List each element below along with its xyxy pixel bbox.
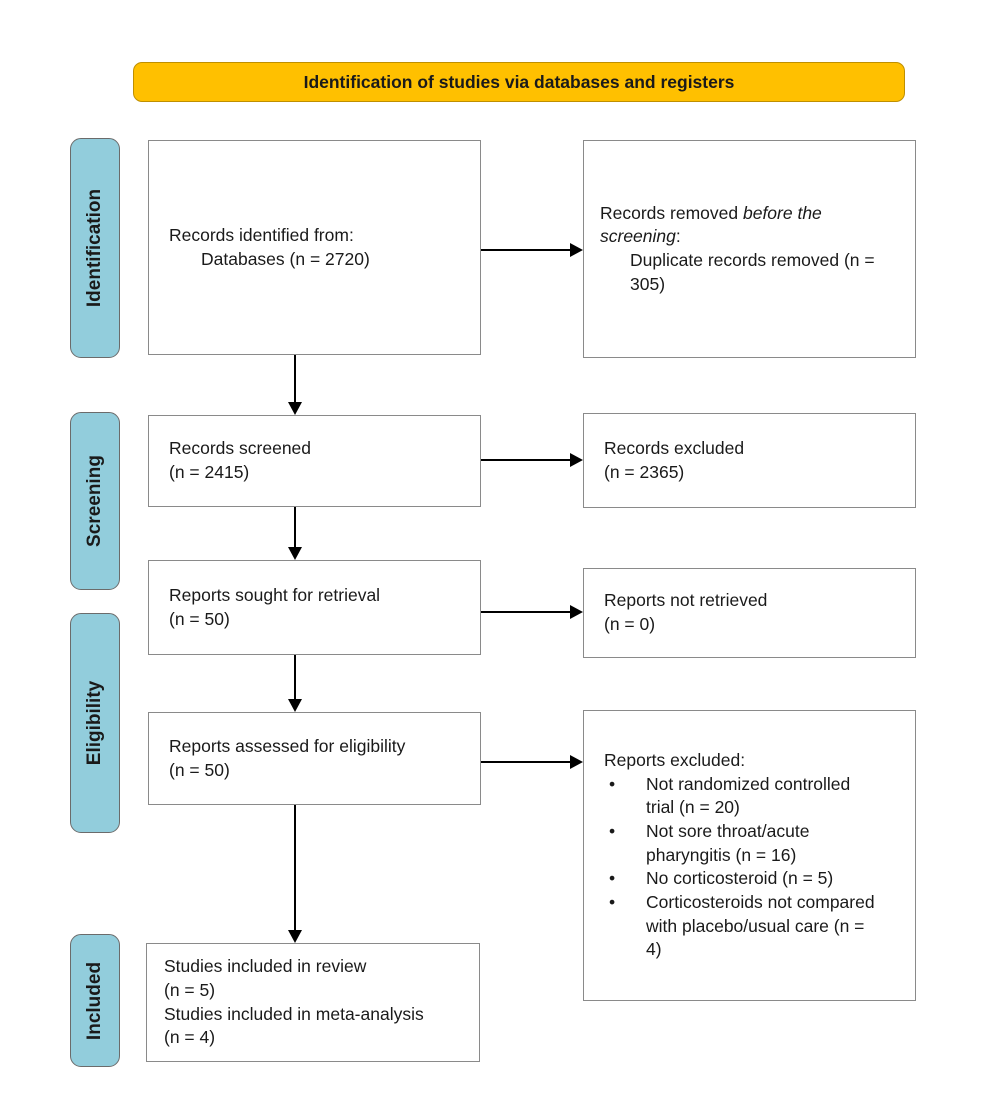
arrow-head-icon (570, 605, 583, 619)
box-text-line: (n = 2415) (169, 462, 250, 482)
exclusion-reason-text: Not randomized controlled trial (n = 20) (646, 773, 851, 818)
stage-label-screening (70, 412, 120, 590)
arrow-head-icon (570, 243, 583, 257)
arrow-line (294, 655, 296, 699)
box-text-line: Databases (n = 2720) (201, 248, 370, 269)
arrow-line (294, 507, 296, 547)
box-text-line: (n = 5) (164, 979, 216, 1000)
arrow-line (294, 355, 296, 402)
stage-label-identification (70, 138, 120, 358)
box-text-line: Reports not retrieved (604, 590, 768, 611)
exclusion-reason-text: Corticosteroids not compared with placebo/usual care (n = 4) (646, 891, 875, 960)
arrow-line (294, 805, 296, 930)
bullet-icon: • (609, 773, 616, 794)
box-text-line: Reports sought for retrieval (169, 584, 381, 605)
exclusion-reason (604, 891, 879, 962)
box-records-removed (583, 140, 916, 358)
arrow-down-screened-to-sought (288, 507, 302, 560)
box-reports-sought (148, 560, 481, 655)
box-records-excluded (583, 413, 916, 508)
arrow-head-icon (570, 453, 583, 467)
stage-label-text: Screening (84, 455, 105, 547)
exclusion-reason-text: No corticosteroid (n = 5) (646, 868, 834, 889)
arrow-right-assessed-to-excluded (481, 755, 583, 769)
box-text-line: Records excluded (604, 437, 745, 458)
stage-label-text: Included (84, 961, 105, 1040)
box-text-segment: Records removed (600, 202, 743, 223)
box-text-line: (n = 50) (169, 608, 230, 629)
arrow-right-screened-to-excluded (481, 453, 583, 467)
arrow-line (481, 761, 570, 763)
stage-label-included (70, 934, 120, 1067)
stage-label-text: Eligibility (84, 680, 106, 766)
stage-label-text: Identification (84, 188, 106, 308)
box-text-line: Studies included in review (164, 956, 367, 977)
arrow-line (481, 249, 570, 251)
arrow-head-icon (288, 547, 302, 560)
exclusion-reason (604, 820, 879, 867)
exclusion-reason-list (604, 773, 879, 962)
arrow-right-sought-to-not-retrieved (481, 605, 583, 619)
arrow-line (481, 459, 570, 461)
box-reports-assessed (148, 712, 481, 805)
box-text-line: Studies included in meta-analysis (164, 1003, 424, 1024)
arrow-down-identified-to-screened (288, 355, 302, 415)
box-text-line: Records screened (169, 438, 312, 459)
box-text-line: Reports excluded: (604, 750, 746, 771)
arrow-line (481, 611, 570, 613)
box-text-line (600, 202, 897, 249)
box-text-line: Reports assessed for eligibility (169, 735, 406, 756)
exclusion-reason (604, 773, 879, 820)
bullet-icon: • (609, 868, 616, 889)
arrow-right-identified-to-removed (481, 243, 583, 257)
box-text-line: (n = 50) (169, 759, 230, 780)
box-text-segment: : (675, 226, 681, 247)
arrow-head-icon (288, 930, 302, 943)
box-text-italic: before the screening (600, 202, 822, 247)
box-text-line: Duplicate records removed (n = 305) (630, 250, 875, 294)
box-text-line: (n = 0) (604, 614, 656, 634)
bullet-icon: • (609, 821, 616, 842)
box-records-screened (148, 415, 481, 507)
arrow-down-assessed-to-included (288, 805, 302, 943)
box-studies-included (146, 943, 480, 1062)
box-text-line: Records identified from: (169, 224, 354, 245)
stage-label-eligibility (70, 613, 120, 833)
exclusion-reason-text: Not sore throat/acute pharyngitis (n = 16) (646, 821, 810, 865)
box-reports-not-retrieved (583, 568, 916, 658)
box-text-line: (n = 4) (164, 1027, 216, 1048)
banner-title: Identification of studies via databases and registers (133, 62, 905, 102)
exclusion-reason (604, 867, 879, 891)
arrow-head-icon (288, 402, 302, 415)
arrow-head-icon (288, 699, 302, 712)
bullet-icon: • (609, 891, 616, 912)
box-reports-excluded (583, 710, 916, 1001)
arrow-down-sought-to-assessed (288, 655, 302, 712)
arrow-head-icon (570, 755, 583, 769)
box-records-identified (148, 140, 481, 355)
box-text-line: (n = 2365) (604, 461, 685, 482)
